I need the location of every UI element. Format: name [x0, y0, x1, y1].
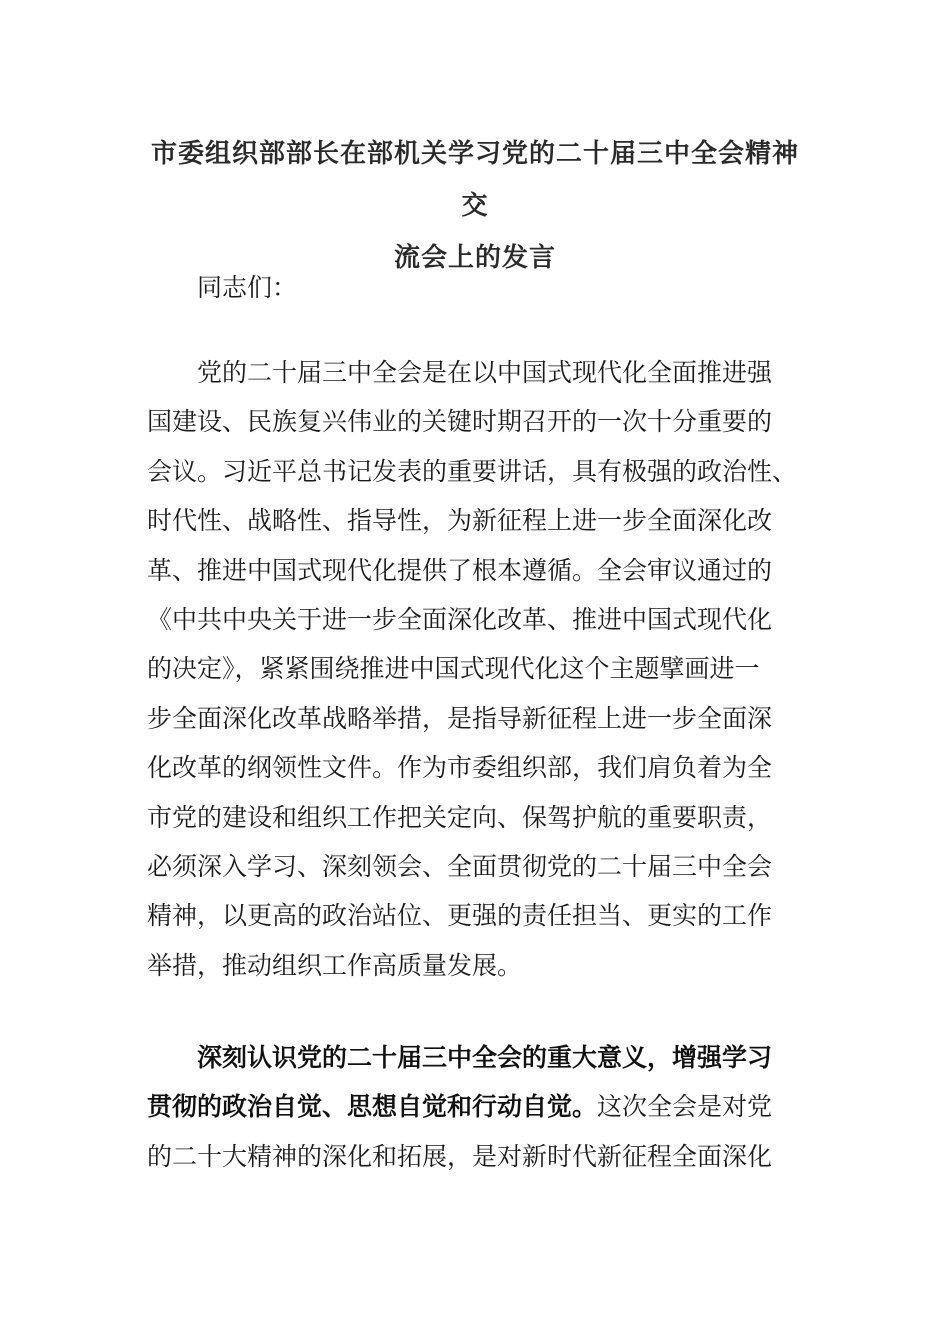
- paragraph-1-line: 革、推进中国式现代化提供了根本遵循。全会审议通过的: [147, 555, 773, 585]
- paragraph-1-line: 党的二十届三中全会是在以中国式现代化全面推进强: [197, 358, 773, 387]
- title-line-2: 流会上的发言: [393, 243, 556, 273]
- paragraph-2-heading-line-2: 贯彻的政治自觉、思想自觉和行动自觉。: [147, 1092, 598, 1122]
- paragraph-1-line: 市党的建设和组织工作把关定向、保驾护航的重要职责，: [147, 802, 773, 832]
- paragraph-2-line-3: 的二十大精神的深化和拓展，是对新时代新征程全面深化: [147, 1141, 773, 1171]
- paragraph-1-line: 的决定》，紧紧围绕推进中国式现代化这个主题擘画进一: [147, 654, 760, 684]
- paragraph-2: [147, 1033, 807, 1181]
- title-line-1: 市委组织部部长在部机关学习党的二十届三中全会精神交: [150, 139, 799, 221]
- paragraph-1-line: 国建设、民族复兴伟业的关键时期召开的一次十分重要的: [147, 407, 773, 437]
- paragraph-1-line: 步全面深化改革战略举措，是指导新征程上进一步全面深: [147, 703, 773, 733]
- paragraph-1-line: 会议。习近平总书记发表的重要讲话，具有极强的政治性、: [147, 456, 798, 486]
- paragraph-1-line: 精神，以更高的政治站位、更强的责任担当、更实的工作: [147, 901, 773, 931]
- paragraph-1-line: 化改革的纲领性文件。作为市委组织部，我们肩负着为全: [147, 753, 773, 783]
- paragraph-1-line: 《中共中央关于进一步全面深化改革、推进中国式现代化: [147, 604, 773, 634]
- paragraph-2-heading-line-1: 深刻认识党的二十届三中全会的重大意义，增强学习: [197, 1043, 773, 1072]
- paragraph-1-line: 举措，推动组织工作高质量发展。: [147, 950, 523, 980]
- paragraph-1: [147, 348, 807, 990]
- paragraph-2-line-2: [147, 1082, 807, 1131]
- salutation: 同志们：: [197, 273, 298, 302]
- paragraph-1-line: 时代性、战略性、指导性，为新征程上进一步全面深化改: [147, 506, 773, 536]
- paragraph-1-line: 必须深入学习、深刻领会、全面贯彻党的二十届三中全会: [147, 851, 773, 881]
- document-title: [150, 128, 800, 284]
- paragraph-2-text: 这次全会是对党: [597, 1092, 773, 1122]
